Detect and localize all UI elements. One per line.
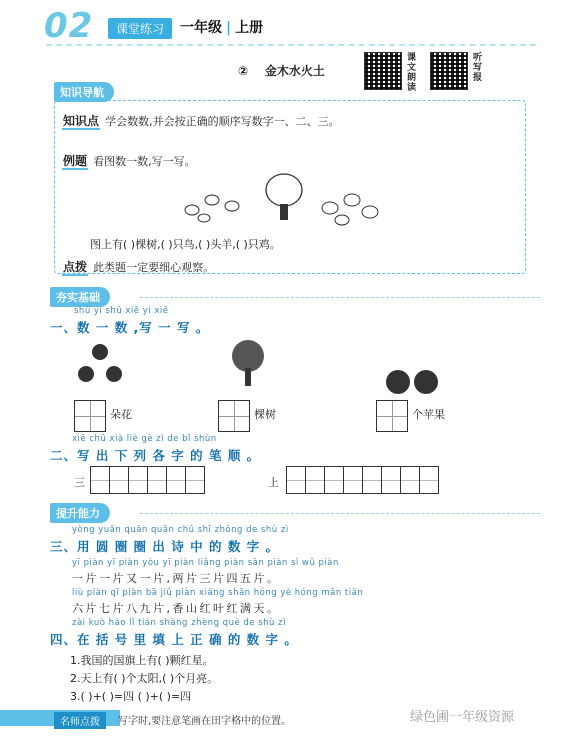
tian-box-apple[interactable] [376, 400, 408, 432]
q4-item-1[interactable]: 1.我国的国旗上有( )颗红星。 [70, 654, 214, 667]
example-row [62, 150, 196, 169]
q3-title: 三、用 圆 圈 圈 出 诗 中 的 数 字 。 [50, 539, 280, 554]
q2-char-san: 三 [74, 476, 85, 489]
section-divider-basics [140, 297, 540, 298]
example-illustration [180, 170, 390, 230]
lesson-number: ② [238, 64, 249, 78]
tian-box-tree[interactable] [218, 400, 250, 432]
tip-label: 点拨 [63, 260, 88, 274]
header-divider [46, 44, 536, 46]
sheep-icon [322, 194, 378, 225]
q1-item-tree: 棵树 [254, 408, 276, 421]
watermark: 绿色圃一年级资源 [410, 710, 515, 725]
q4-item-2[interactable]: 2.天上有( )个太阳,( )个月亮。 [70, 672, 219, 685]
header-tag: 课堂练习 [108, 18, 172, 39]
page-number: 02 [44, 6, 94, 46]
q4-pinyin: zài kuò hào lǐ tián shàng zhèng què de shù zì [72, 618, 286, 628]
volume-text: 上册 [235, 20, 264, 36]
example-text: 看图数一数,写一写。 [93, 155, 196, 168]
tip-text: 此类题一定要细心观察。 [93, 261, 215, 274]
q1-item-flower: 朵花 [110, 408, 132, 421]
q3-pinyin: yòng yuān quān quān chū shī zhōng de shù zì [72, 525, 289, 535]
section-badge-basics: 夯实基础 [50, 287, 110, 307]
stroke-grid-san[interactable] [90, 466, 205, 494]
example-label: 例题 [63, 154, 88, 168]
q1-item-apple: 个苹果 [412, 408, 445, 421]
section-divider-advance [140, 513, 540, 514]
apple-icon [384, 368, 444, 396]
q1-pinyin: shǔ yi shǔ xiě yi xiě [74, 306, 169, 316]
flower-icon [74, 340, 134, 390]
poem-line-2[interactable]: 六片七片八九片,香山红叶红满天。 [72, 602, 281, 615]
section-badge-knowledge: 知识导航 [54, 82, 114, 102]
knowledge-point [62, 110, 340, 129]
point-text: 学会数数,并会按正确的顺序写数字一、二、三。 [105, 115, 340, 128]
qr-caption-dictation: 听写报 [471, 52, 481, 82]
q2-char-shang: 上 [268, 476, 279, 489]
q2-title: 二、写 出 下 列 各 字 的 笔 顺 。 [50, 448, 261, 463]
tip-row [62, 256, 214, 275]
stroke-grid-shang[interactable] [286, 466, 439, 494]
qr-code-dictation[interactable] [430, 52, 468, 90]
qr-caption-reading: 课文朗读 [405, 52, 415, 92]
poem-line-1-pinyin: yī piàn yī piàn yòu yī piàn liǎng piàn sān piàn sì wǔ piàn [72, 558, 339, 568]
lesson-title [238, 62, 325, 79]
poem-line-2-pinyin: liù piàn qī piàn bā jiǔ piàn xiāng shān hóng yè hóng mǎn tiān [72, 588, 364, 598]
point-label: 知识点 [63, 114, 100, 128]
q1-title: 一、数 一 数 ,写 一 写 。 [50, 320, 210, 335]
separator: | [226, 20, 232, 36]
poem-line-1[interactable]: 一片一片又一片,两片三片四五片。 [72, 572, 281, 585]
example-line: 图上有( )棵树,( )只鸟,( )头羊,( )只鸡。 [90, 238, 281, 251]
q2-pinyin: xiě chū xià liè gè zì de bǐ shùn [72, 434, 217, 444]
tree-icon [266, 174, 302, 220]
q4-title: 四、在 括 号 里 填 上 正 确 的 数 字 。 [50, 632, 298, 647]
footer-text: 写字时,要注意笔画在田字格中的位置。 [118, 716, 292, 727]
grade-label [180, 17, 263, 37]
footer-tag: 名师点拨 [54, 712, 106, 729]
grade-text: 一年级 [180, 20, 222, 36]
qr-code-reading[interactable] [364, 52, 402, 90]
q4-item-3[interactable]: 3.( )+( )=四 ( )+( )=四 [70, 690, 192, 703]
lesson-name: 金木水火土 [264, 64, 325, 78]
tree-icon [228, 338, 268, 390]
chicken-icon [185, 195, 239, 222]
section-badge-advance: 提升能力 [50, 503, 110, 523]
tian-box-flower[interactable] [74, 400, 106, 432]
